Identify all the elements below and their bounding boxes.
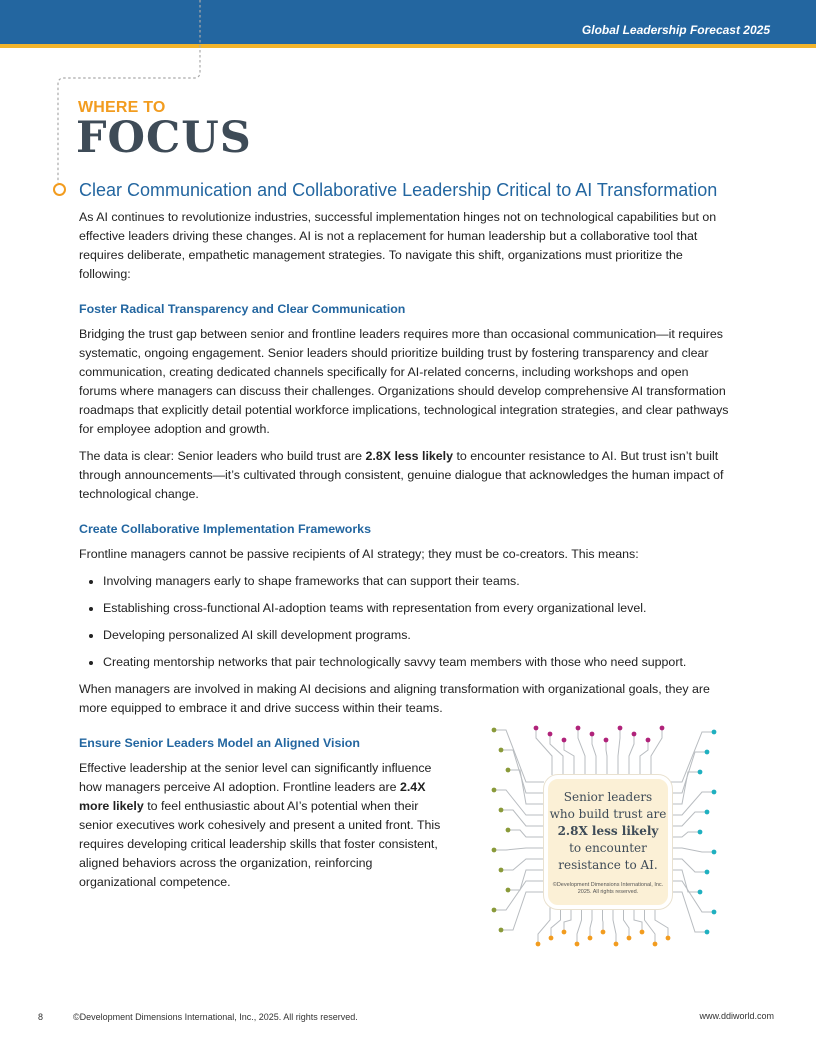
circuit-node (646, 738, 651, 743)
circuit-node (604, 738, 609, 743)
vision-heading: Ensure Senior Leaders Model an Aligned Vision (79, 736, 360, 750)
circuit-node (618, 726, 623, 731)
circuit-trace (606, 740, 607, 775)
circuit-node (627, 936, 632, 941)
footer-copyright: ©Development Dimensions International, Inc., 2025. All rights reserved. (73, 1012, 358, 1022)
page-title: FOCUS (76, 113, 252, 163)
list-item: • Developing personalized AI skill development programs. (103, 626, 729, 645)
circuit-node (712, 850, 717, 855)
circuit-node (705, 930, 710, 935)
intro-paragraph: As AI continues to revolutionize industries, successful implementation hinges not on technological capabilities but on effective leaders driving these changes. AI is not a replacement for human leadership but a collaborative tool that requires deliberate, empathetic management strategies. To navigate this shift, organizations must prioritize the following: (79, 210, 717, 281)
circuit-trace (508, 830, 544, 837)
circuit-node (660, 726, 665, 731)
circuit-node (576, 726, 581, 731)
list-item: • Creating mentorship networks that pair technologically savvy team members with those who need support. (103, 653, 729, 672)
text-run: The data is clear: Senior leaders who build trust are (79, 449, 366, 463)
circuit-node (705, 870, 710, 875)
circuit-node (534, 726, 539, 731)
circuit-node (698, 890, 703, 895)
circuit-node (562, 930, 567, 935)
circuit-node (653, 942, 658, 947)
enthusiasm-stat: 2.4X more likely (79, 780, 426, 813)
trust-data-paragraph (79, 447, 729, 504)
circuit-node (632, 732, 637, 737)
callout-text (548, 789, 668, 874)
callout-line: who build trust are (549, 807, 667, 821)
circuit-node (499, 748, 504, 753)
circuit-node (506, 888, 511, 893)
collab-intro: Frontline managers cannot be passive recipients of AI strategy; they must be co-creators. This means: (79, 547, 639, 561)
circuit-trace (501, 810, 544, 826)
circuit-node (588, 936, 593, 941)
list-item: • Establishing cross-functional AI-adoption teams with representation from every organizational level. (103, 599, 729, 618)
circuit-trace (508, 870, 544, 890)
page-number: 8 (38, 1012, 44, 1022)
transparency-heading: Foster Radical Transparency and Clear Communication (79, 302, 406, 316)
circuit-trace (629, 734, 634, 775)
collab-outro: When managers are involved in making AI decisions and aligning transformation with organizational goals, they are more equipped to embrace it and drive success within their teams. (79, 682, 710, 715)
circuit-trace (640, 740, 648, 775)
circuit-node (698, 830, 703, 835)
callout-stat (548, 823, 668, 840)
callout-bold: 2.8X less likely (557, 824, 659, 838)
text-run: to encounter resistance to AI. But trust isn’t built through announcements—it’s cultivated through consistent, genuine dialogue that acknowledges the human impact of technological change. (79, 449, 724, 501)
trust-stat: 2.8X less likely (365, 449, 454, 463)
circuit-trace (538, 901, 550, 944)
vision-paragraph (79, 759, 447, 892)
circuit-trace (651, 728, 662, 775)
circuit-node (492, 728, 497, 733)
circuit-trace (494, 881, 544, 910)
circuit-node (640, 930, 645, 935)
circuit-node (712, 790, 717, 795)
circuit-trace (664, 732, 714, 782)
circuit-node (492, 908, 497, 913)
list-item: • Involving managers early to shape frameworks that can support their teams. (103, 572, 729, 591)
circuit-node (492, 848, 497, 853)
circuit-node (499, 868, 504, 873)
circuit-node (705, 810, 710, 815)
text-run: Effective leadership at the senior level can significantly influence how managers perceive AI adoption. Frontline leaders are (79, 761, 432, 794)
callout-copyright: ©Development Dimensions International, Inc. 2025. All rights reserved. (552, 882, 664, 895)
circuit-node (698, 770, 703, 775)
circuit-node (548, 732, 553, 737)
circuit-node (575, 942, 580, 947)
text-run: to feel enthusiastic about AI’s potential when their senior executives work cohesively and present a united front. This requires developing critical leadership skills that foster consistent, aligned behaviors across the organization, reinforcing organizational competence. (79, 799, 441, 889)
circuit-node (506, 768, 511, 773)
circuit-trace (618, 728, 620, 775)
circuit-node (590, 732, 595, 737)
callout-line: to encounter (569, 841, 647, 855)
circuit-trace (592, 734, 596, 775)
circuit-trace (501, 859, 544, 870)
circuit-node (499, 808, 504, 813)
circuit-node (499, 928, 504, 933)
callout-line: Senior leaders (563, 790, 653, 804)
section-kicker: WHERE TO (78, 99, 166, 116)
section-marker-icon (53, 183, 66, 196)
circuit-node (601, 930, 606, 935)
circuit-trace (494, 848, 544, 850)
circuit-trace (501, 892, 544, 930)
circuit-trace (564, 740, 574, 775)
collab-list (79, 572, 729, 672)
circuit-node (549, 936, 554, 941)
circuit-node (712, 910, 717, 915)
footer-url[interactable]: www.ddiworld.com (699, 1011, 774, 1021)
circuit-node (492, 788, 497, 793)
callout-line: resistance to AI. (558, 858, 658, 872)
circuit-node (705, 750, 710, 755)
circuit-trace (578, 728, 585, 775)
transparency-paragraph: Bridging the trust gap between senior and frontline leaders requires more than occasional communication—it requires systematic, ongoing engagement. Senior leaders should prioritize building trust by fostering transparency and clear communication, creating dedicated channels specifically for AI-related concerns, including workshops and open forums where managers can discuss their challenges. Organizations should develop comprehensive AI transformation roadmaps that explicitly detail potential workforce implications, technological integration strategies, and clear pathways for employee adoption and growth. (79, 327, 729, 436)
circuit-node (666, 936, 671, 941)
section-title: Clear Communication and Collaborative Leadership Critical to AI Transformation (79, 180, 718, 200)
circuit-node (562, 738, 567, 743)
circuit-node (614, 942, 619, 947)
collab-heading: Create Collaborative Implementation Frameworks (79, 522, 371, 536)
report-title: Global Leadership Forecast 2025 (581, 23, 770, 37)
stat-callout (544, 775, 672, 909)
circuit-node (506, 828, 511, 833)
circuit-node (712, 730, 717, 735)
circuit-node (536, 942, 541, 947)
